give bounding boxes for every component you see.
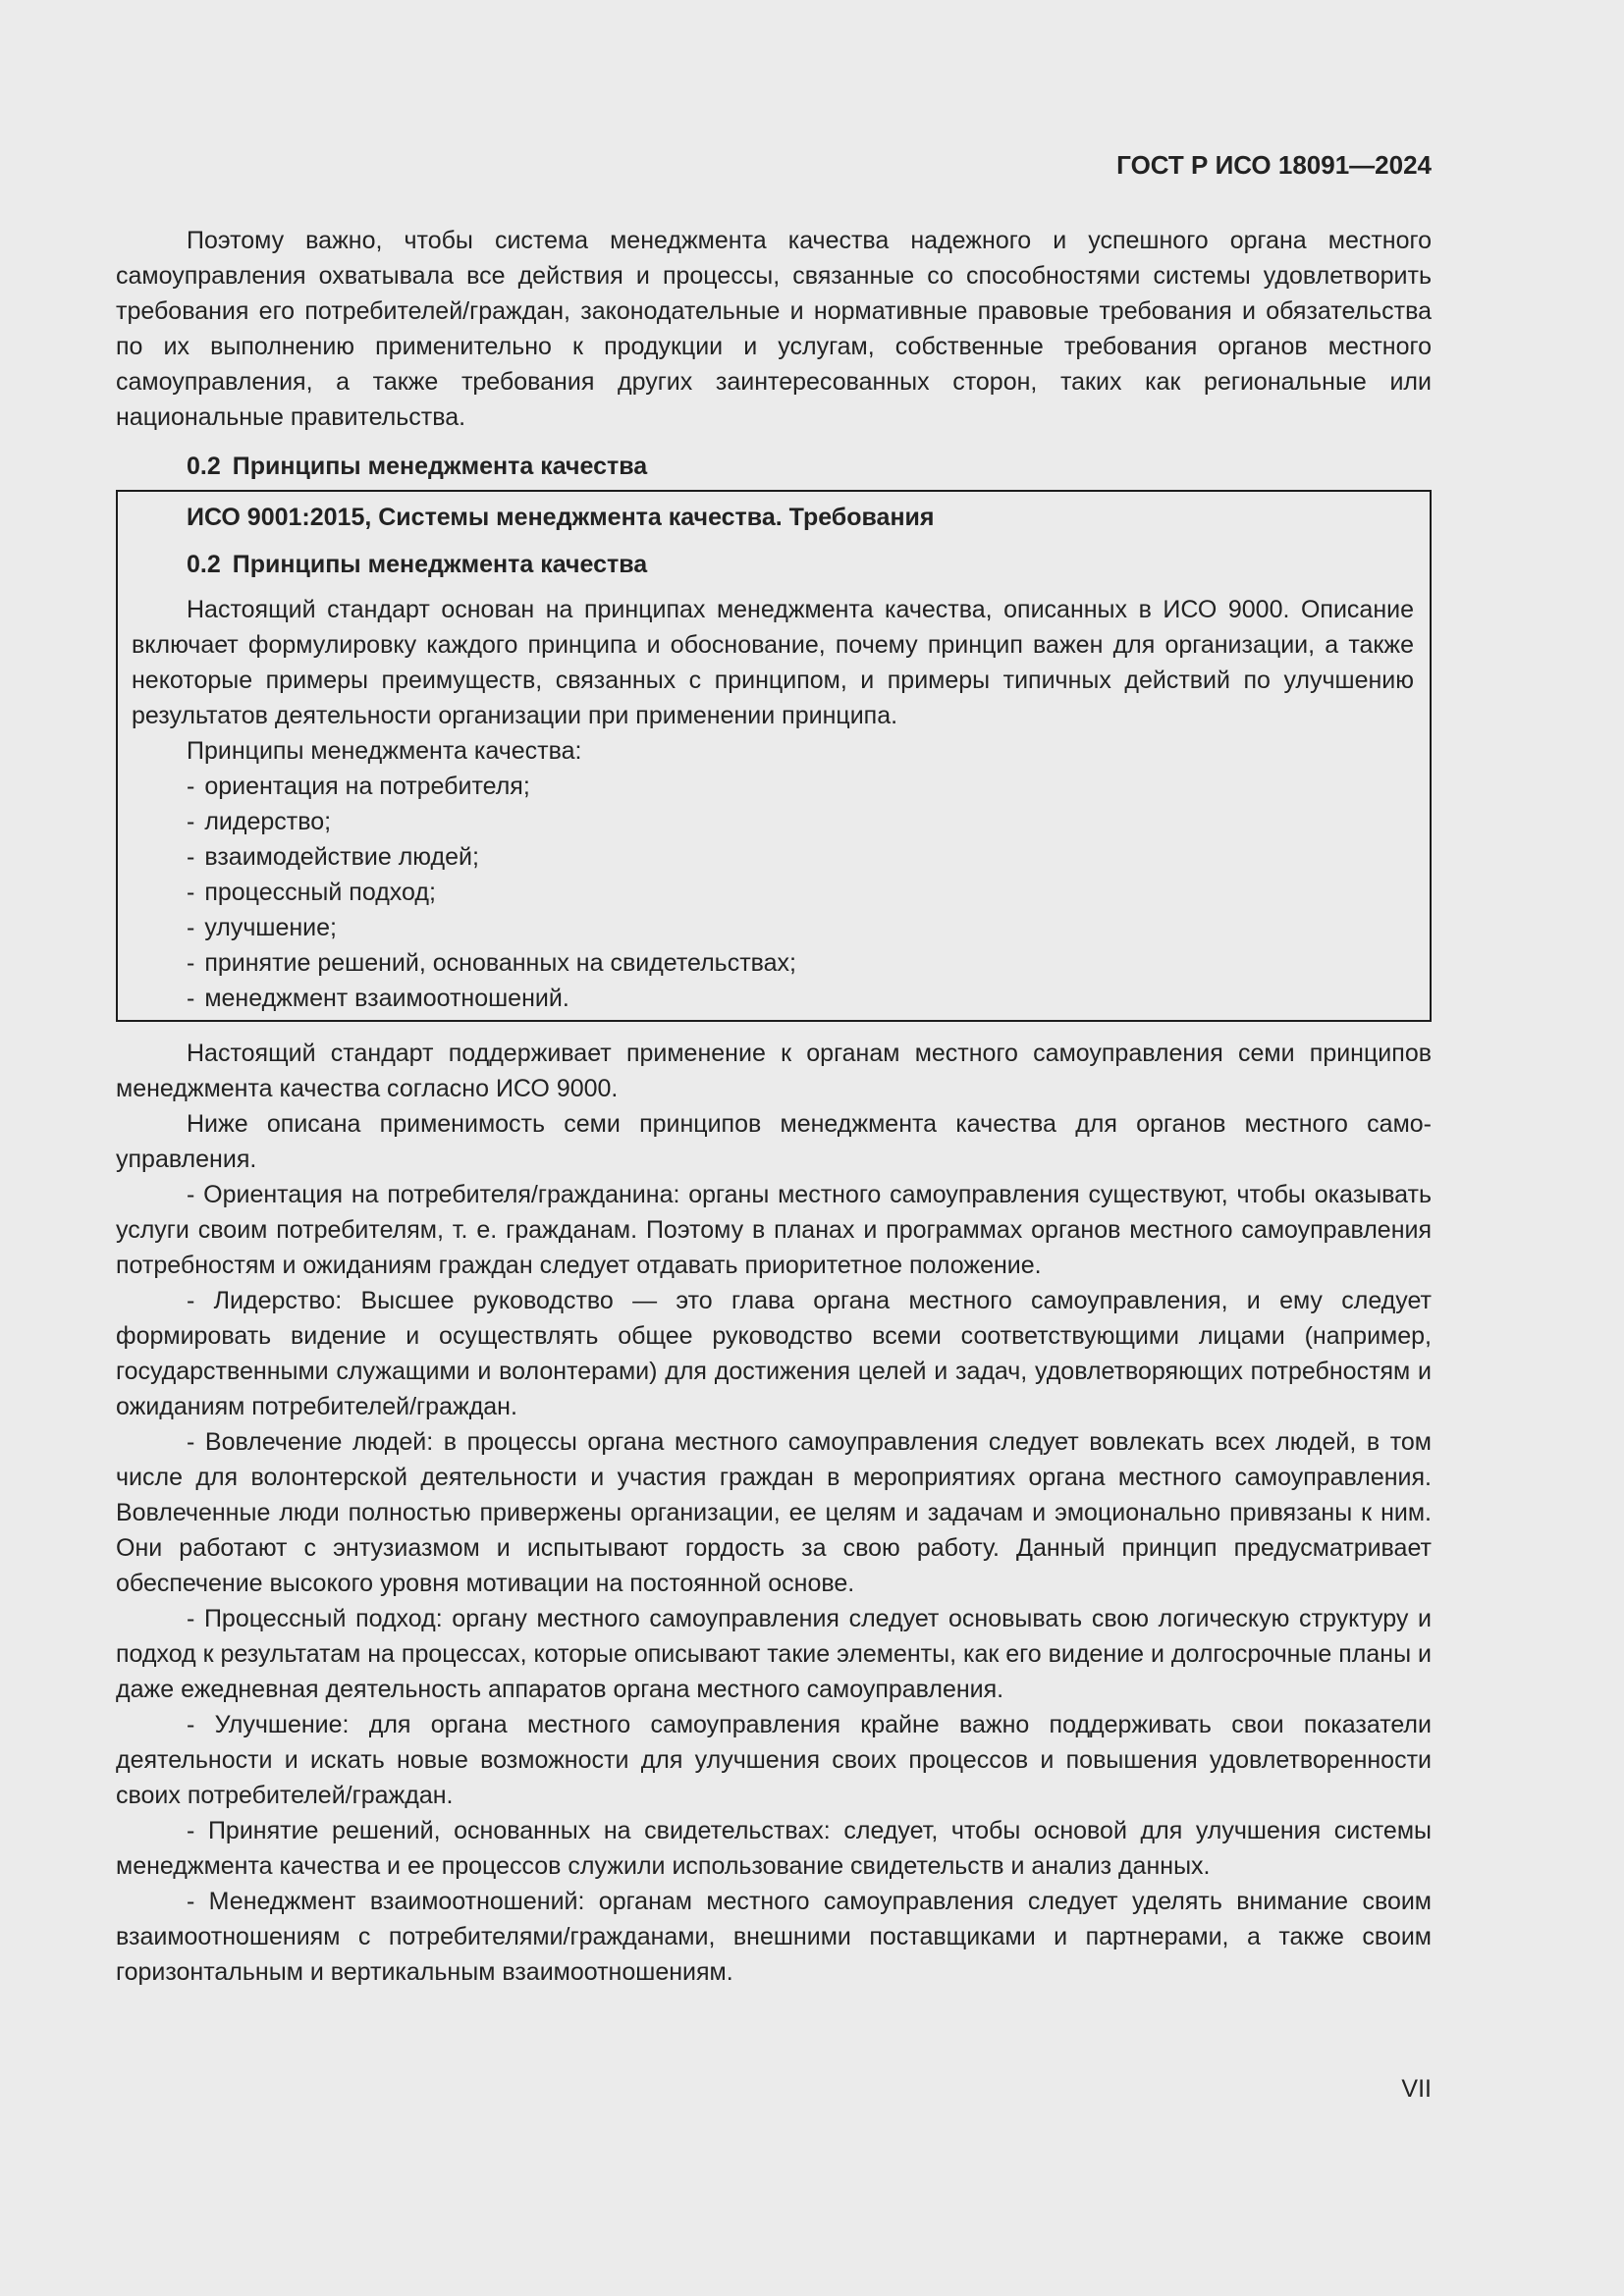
document-page bbox=[116, 0, 1432, 2296]
list-item: - улучшение; bbox=[187, 914, 337, 941]
quote-box-paragraph: Настоящий стандарт основан на принципах менеджмента качества, описанных в ИСО 9000. Описание включает формулировку каждого принципа и обоснование, почему принцип важен для организации, а также некоторые примеры преимуществ, связанных с принципом, и примеры типичных действий по улучшению результатов деятельности организации при применении принципа. bbox=[132, 596, 1414, 729]
list-item: - процессный подход; bbox=[187, 879, 436, 906]
page-number: VII bbox=[1401, 2075, 1432, 2103]
paragraph-standard-support: Настоящий стандарт поддерживает применение к органам местного самоуправления семи принципов менеджмента качества согласно ИСО 9000. bbox=[116, 1040, 1432, 1102]
principles-list bbox=[132, 769, 1414, 1016]
document-id-header: ГОСТ Р ИСО 18091—2024 bbox=[1116, 150, 1432, 180]
paragraph-evidence-based: - Принятие решений, основанных на свидетельствах: следует, чтобы основой для улучшения системы менеджмента качества и ее процессов служили использование свидетельств и анализ данных. bbox=[116, 1817, 1432, 1880]
paragraph-applicability: Ниже описана применимость семи принципов менеджмента качества для органов местного самоуправления. bbox=[116, 1110, 1432, 1173]
quote-box-title: ИСО 9001:2015, Системы менеджмента качества. Требования bbox=[187, 504, 935, 531]
quote-box-section-heading bbox=[132, 547, 1414, 582]
list-item-text: лидерство; bbox=[204, 808, 332, 835]
section-number: 0.2 bbox=[187, 453, 221, 480]
list-item: - взаимодействие людей; bbox=[187, 843, 479, 871]
section-heading bbox=[116, 449, 1432, 484]
list-item-text: менеджмент взаимоотношений. bbox=[204, 985, 569, 1012]
document-body bbox=[116, 223, 1432, 1990]
list-item-text: процессный подход; bbox=[204, 879, 436, 906]
list-item-text: улучшение; bbox=[204, 914, 337, 941]
paragraph-process-approach: - Процессный подход: органу местного самоуправления следует основывать свою логическую структуру и подход к результатам на процессах, которые описывают такие элементы, как его видение и долгосрочные планы и даже ежедневная деятельность аппаратов органа местного самоуправления. bbox=[116, 1605, 1432, 1703]
list-item: - менеджмент взаимоотношений. bbox=[187, 985, 569, 1012]
paragraph-customer-focus: - Ориентация на потребителя/гражданина: органы местного самоуправления существуют, чтобы оказывать услуги своим потребителям, т. е. гражданам. Поэтому в планах и программах органов местного самоуправления потребностям и ожиданиям граждан следует отдавать приоритетное положение. bbox=[116, 1181, 1432, 1279]
section-title: Принципы менеджмента качества bbox=[232, 453, 648, 480]
quote-box-section-title: Принципы менеджмента качества bbox=[232, 551, 648, 578]
list-item-text: принятие решений, основанных на свидетельствах; bbox=[204, 949, 797, 977]
list-item-text: ориентация на потребителя; bbox=[204, 773, 530, 800]
intro-paragraph: Поэтому важно, чтобы система менеджмента качества надежного и успешного органа местного самоуправления охватывала все действия и процессы, связанные со способностями системы удовлетворить требования его потребителей/граждан, законодательные и нормативные правовые требования и обязательства по их выполнению применительно к продукции и услугам, собственные требования органов местного самоуправления, а также требования других заинтересованных сторон, таких как региональные или национальные правительства. bbox=[116, 227, 1432, 431]
list-item-text: взаимодействие людей; bbox=[204, 843, 479, 871]
quote-box-section-number: 0.2 bbox=[187, 551, 221, 578]
paragraph-engagement: - Вовлечение людей: в процессы органа местного самоуправления следует вовлекать всех людей, в том числе для волонтерской деятельности и участия граждан в мероприятиях органа местного самоуправления. Вовлеченные люди полностью привержены организации, ее целям и задачам и эмоционально привязаны к ним. Они работают с энтузиазмом и испытывают гордость за свою работу. Данный принцип предусматривает обеспечение высокого уровня мотивации на постоянной основе. bbox=[116, 1428, 1432, 1597]
list-item: - принятие решений, основанных на свидетельствах; bbox=[187, 949, 797, 977]
list-item: - ориентация на потребителя; bbox=[187, 773, 530, 800]
paragraph-leadership: - Лидерство: Высшее руководство — это глава органа местного самоуправления, и ему следует формировать видение и осуществлять общее руководство всеми соответствующими лицами (например, государственными служащими и волонтерами) для достижения целей и задач, удовлетворяющих потребностям и ожиданиям потребителей/граждан. bbox=[116, 1287, 1432, 1420]
quote-box-list-lead: Принципы менеджмента качества: bbox=[187, 737, 582, 765]
list-item: - лидерство; bbox=[187, 808, 332, 835]
iso-9001-quote-box bbox=[116, 490, 1432, 1022]
paragraph-relationship-management: - Менеджмент взаимоотношений: органам местного самоуправления следует уделять внимание своим взаимоотношениям с потребителями/гражданами, внешними поставщиками и партнерами, а также своим горизонтальным и вертикальным взаимоотношениям. bbox=[116, 1888, 1432, 1986]
paragraph-improvement: - Улучшение: для органа местного самоуправления крайне важно поддерживать свои показатели деятельности и искать новые возможности для улучшения своих процессов и повышения удовлетворенности своих потребителей/граждан. bbox=[116, 1711, 1432, 1809]
